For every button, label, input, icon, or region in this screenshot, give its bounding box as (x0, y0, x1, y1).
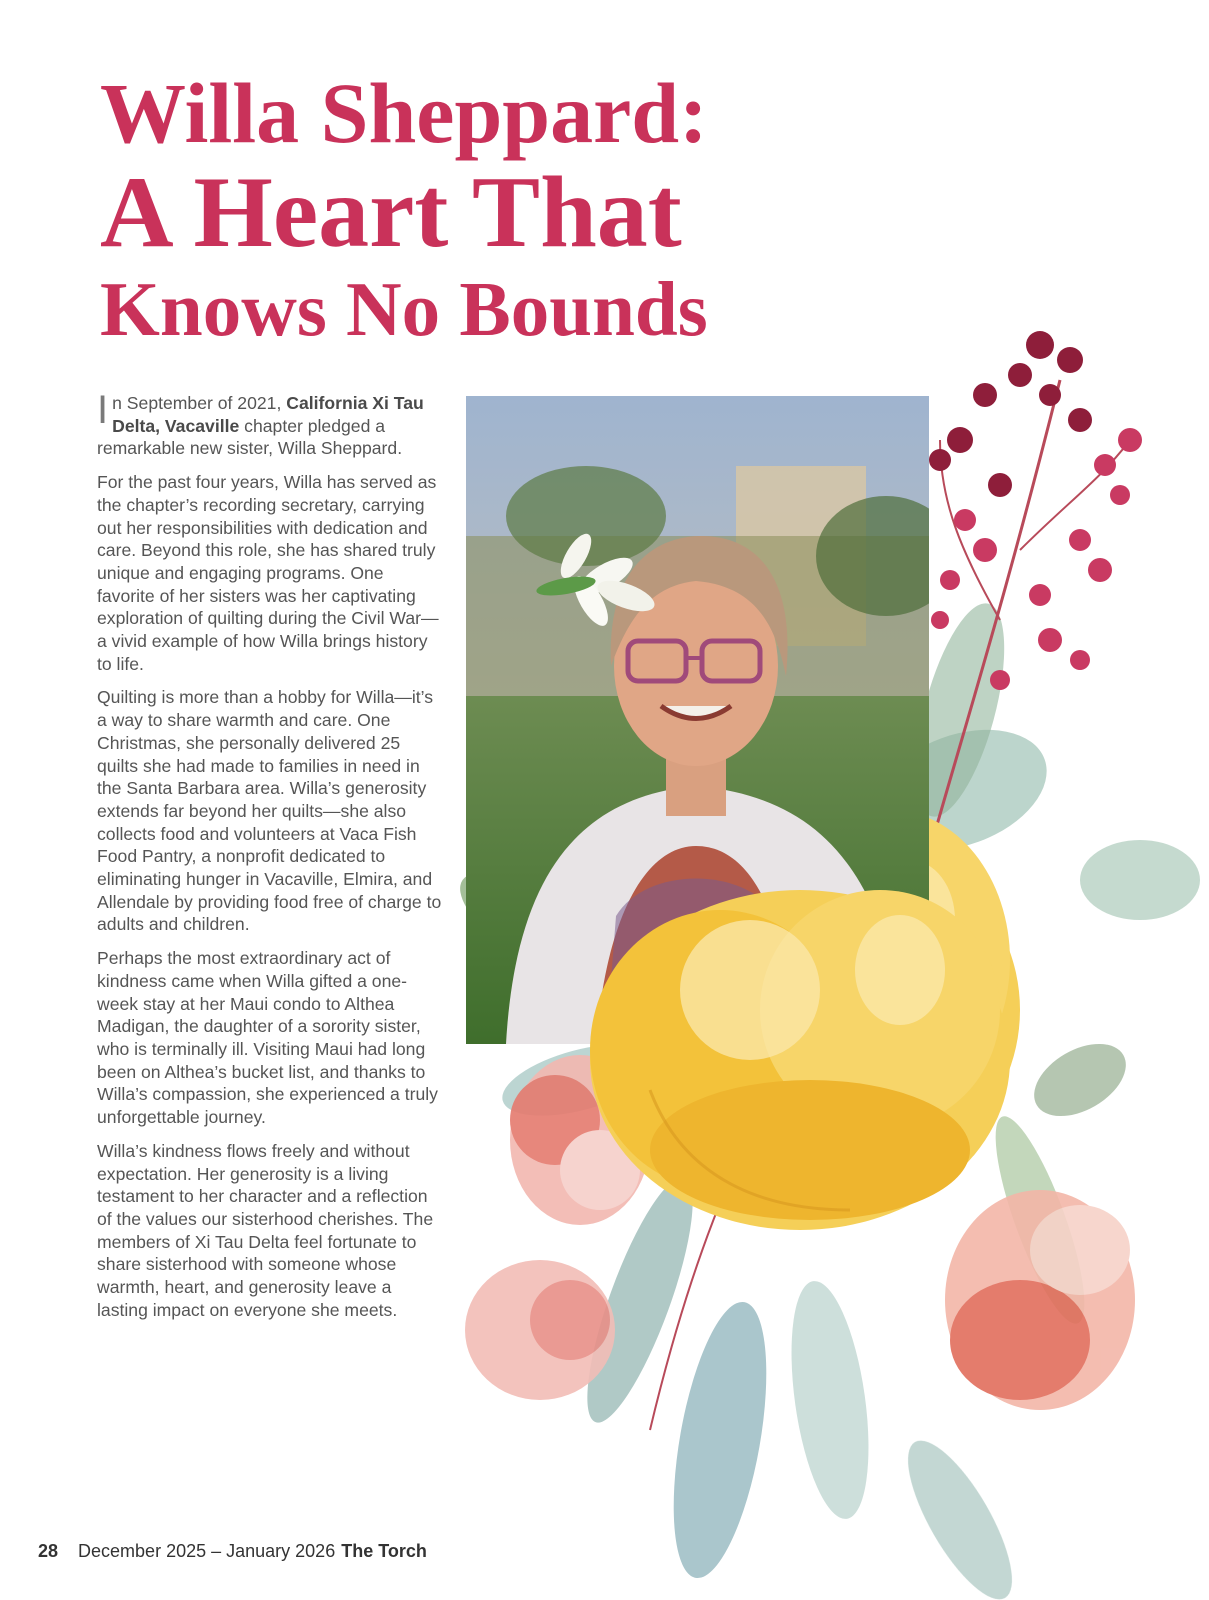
article-body (97, 388, 442, 1332)
paragraph-4: Perhaps the most extraordinary act of kindness came when Willa gifted a one-week stay at her Maui condo to Althea Madigan, the daughter of a sorority sister, who is terminally ill. Visiting Maui had long been on Althea’s bucket list, and thanks to Willa’s compassion, she experienced a truly unforgettable journey. (97, 948, 438, 1128)
paragraph-3: Quilting is more than a hobby for Willa—it’s a way to share warmth and care. One Christmas, she personally delivered 25 quilts she had made to families in need in the Santa Barbara area. Willa’s generosity extends far beyond her quilts—she also collects food and volunteers at Vaca Fish Food Pantry, a nonprofit dedicated to eliminating hunger in Vacaville, Elmira, and Allendale by providing food free of charge to adults and children. (97, 687, 442, 935)
page-number: 28 (38, 1541, 59, 1561)
chapter-name: California Xi Tau Delta, Vacaville (112, 393, 424, 436)
paragraph-1 (97, 388, 442, 460)
paragraph-2: For the past four years, Willa has served as the chapter’s recording secretary, carrying out her responsibilities with dedication and care. Beyond this role, she has shared truly unique and engaging programs. One favorite of her sisters was her captivating exploration of quilting during the Civil War—a vivid example of how Willa brings history to life. (97, 472, 439, 674)
portrait-illustration (466, 396, 929, 1044)
title-line-3: Knows No Bounds (100, 266, 708, 352)
page-footer (38, 1541, 427, 1562)
paragraph-1-lead: n September of 2021, (112, 393, 287, 413)
publication-name: The Torch (341, 1541, 427, 1561)
title-line-2: A Heart That (100, 156, 682, 269)
title-line-1: Willa Sheppard: (100, 65, 708, 161)
paragraph-1-rest: chapter pledged a remarkable new sister, Willa Sheppard. (97, 415, 403, 459)
pink-flowers (465, 1055, 1135, 1410)
drop-cap: I (97, 388, 109, 432)
issue-date: December 2025 – January 2026 (78, 1541, 336, 1561)
portrait-photo (466, 396, 929, 1044)
paragraph-5: Willa’s kindness flows freely and without expectation. Her generosity is a living testament to her character and a reflection of the values our sisterhood cherishes. The members of Xi Tau Delta feel fortunate to share sisterhood with someone whose warmth, heart, and generosity leave a lasting impact on everyone she meets. (97, 1140, 434, 1320)
article-title (100, 65, 708, 352)
